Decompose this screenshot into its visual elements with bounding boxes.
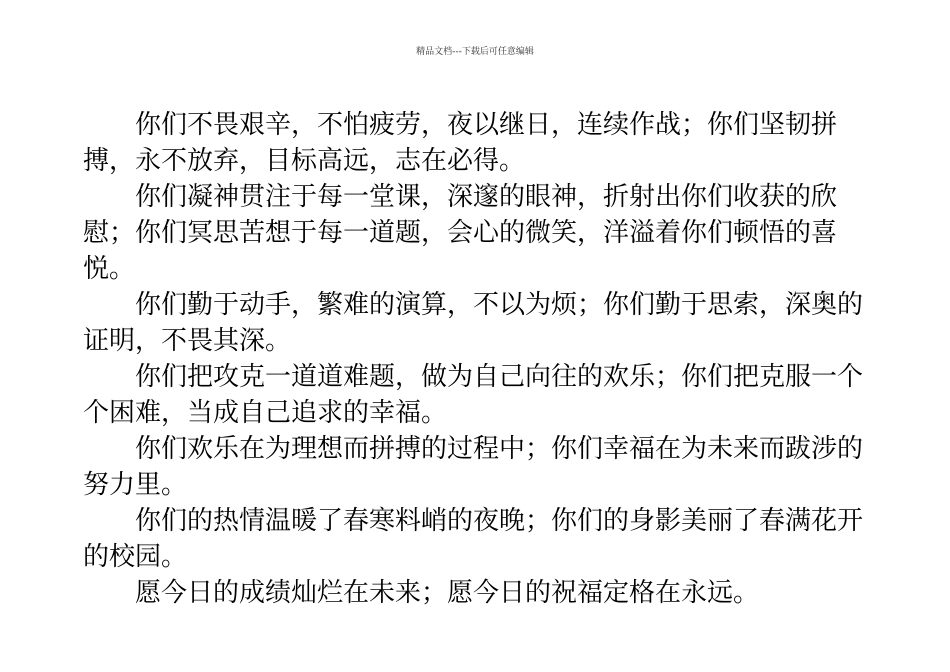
paragraph: 你们勤于动手，繁难的演算，不以为烦；你们勤于思索，深奥的证明，不畏其深。 — [83, 290, 864, 356]
paragraph: 你们把攻克一道道难题，做为自己向往的欢乐；你们把克服一个个困难，当成自己追求的幸福。 — [83, 362, 864, 428]
paragraph: 你们的热情温暖了春寒料峭的夜晚；你们的身影美丽了春满花开的校园。 — [83, 506, 864, 572]
paragraph: 你们凝神贯注于每一堂课，深邃的眼神，折射出你们收获的欣慰；你们冥思苦想于每一道题，会心的微笑，洋溢着你们顿悟的喜悦。 — [83, 182, 838, 284]
page-header: 精品文档---下载后可任意编辑 — [416, 47, 534, 57]
document-body — [83, 107, 873, 611]
paragraph: 你们欢乐在为理想而拼搏的过程中；你们幸福在为未来而跋涉的努力里。 — [83, 434, 864, 500]
paragraph: 愿今日的成绩灿烂在未来；愿今日的祝福定格在永远。 — [135, 578, 760, 608]
paragraph: 你们不畏艰辛，不怕疲劳，夜以继日，连续作战；你们坚韧拼搏，永不放弃，目标高远，志在必得。 — [83, 110, 838, 176]
